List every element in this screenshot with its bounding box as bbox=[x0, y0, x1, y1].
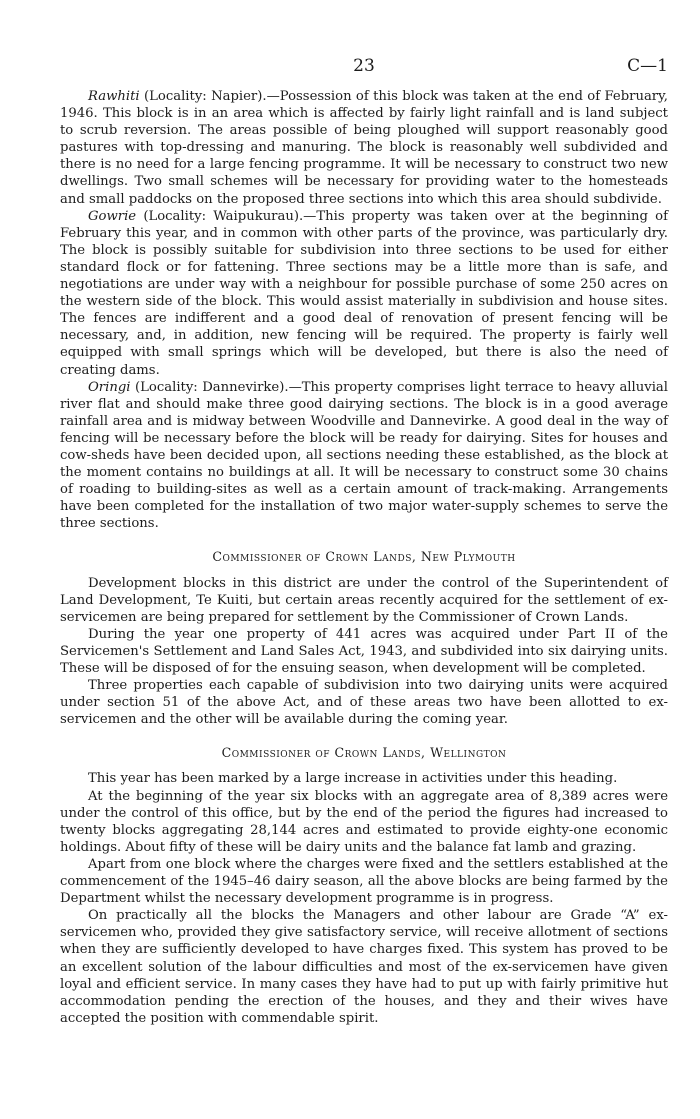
block-name-gowrie: Gowrie bbox=[88, 208, 137, 224]
section-wellington bbox=[60, 744, 668, 1027]
section-blocks bbox=[60, 88, 668, 532]
paragraph: Apart from one block where the charges were fixed and the settlers established at the commencement of the 1945–46 dairy season, all the above blocks are being farmed by the Department whilst the necessary development programme is in progress. bbox=[60, 856, 668, 907]
block-name-rawhiti: Rawhiti bbox=[88, 89, 140, 104]
paragraph-text: (Locality: Dannevirke).—This property comprises light terrace to heavy alluvial river flat and should make three good dairying sections. The block is in a good average rainfall area and is midway between Woodville and Dannevirke. A good deal in the way of fencing will be necessary before the block will be ready for dairying. Sites for houses and cow-sheds have been decided upon, all sections needing these established, as the block at the moment contains no buildings at all. It will be necessary to construct some 30 chains of roading to building-sites as well as a certain amount of track-making. Arrangements have been completed for the installation of two major water-supply schemes to serve the three sections. bbox=[60, 379, 668, 532]
paragraph-oringi bbox=[60, 379, 668, 533]
paragraph: During the year one property of 441 acres was acquired under Part II of the Servicemen's Settlement and Land Sales Act, 1943, and subdivided into six dairying units. These will be disposed of for the ensuing season, when development will be completed. bbox=[60, 626, 668, 676]
page-header bbox=[60, 56, 668, 88]
page-number: 23 bbox=[353, 56, 375, 76]
section-heading-new-plymouth: Commissioner of Crown Lands, New Plymouth bbox=[212, 549, 516, 565]
section-new-plymouth bbox=[60, 548, 668, 728]
paragraph: On practically all the blocks the Managers and other labour are Grade “A” ex-servicemen who, provided they give satisfactory service, will receive allotment of sections when they are sufficiently developed to have charges fixed. This system has proved to be an excellent solution of the labour difficulties and most of the ex-servicemen have given loyal and efficient service. In many cases they have had to put up with fairly primitive hut accommodation pending the erection of the houses, and they and their wives have accepted the position with commendable spirit. bbox=[60, 908, 668, 1026]
section-heading-wellington: Commissioner of Crown Lands, Wellington bbox=[221, 745, 507, 761]
paragraph: At the beginning of the year six blocks with an aggregate area of 8,389 acres were under the control of this office, but by the end of the period the figures had increased to twenty blocks aggregating 28,144 acres and estimated to provide eighty-one economic holdings. About fifty of these will be dairy units and the balance fat lamb and grazing. bbox=[60, 788, 668, 855]
document-reference: C—1 bbox=[627, 56, 668, 76]
paragraph-text: (Locality: Napier).—Possession of this block was taken at the end of February, 1946. This block is in an area which is affected by fairly light rainfall and is land subject to scrub reversion. The areas possible of being ploughed will support reasonably good pastures with top-dressing and manuring. The block is reasonably well subdivided and there is no need for a large fencing programme. It will be necessary to construct two new dwellings. Two small schemes will be necessary for providing water to the homesteads and small paddocks on the proposed three sections into which this area should subdivide. bbox=[60, 89, 668, 207]
paragraph: Development blocks in this district are under the control of the Superintendent of Land Development, Te Kuiti, but certain areas recently acquired for the settlement of ex-servicemen are being prepared for settlement by the Commissioner of Crown Lands. bbox=[60, 575, 668, 625]
paragraph-text: (Locality: Waipukurau).—This property was taken over at the beginning of February this year, and in common with other parts of the province, was particularly dry. The block is possibly suitable for subdivision into three sections to be used for either standard flock or for fattening. Three sections may be a little more than is safe, and negotiations are under way with a neighbour for possible purchase of some 250 acres on the western side of the block. This would assist materially in subdivision and house sites. The fences are indifferent and a good deal of renovation of present fencing will be necessary, and, in addition, new fencing will be required. The property is fairly well equipped with small springs which will be developed, but there is also the need of creating dams. bbox=[60, 208, 668, 378]
paragraph: Three properties each capable of subdivision into two dairying units were acquired under section 51 of the above Act, and of these areas two have been allotted to ex-servicemen and the other will be available during the coming year. bbox=[60, 678, 668, 728]
document-body bbox=[60, 88, 668, 1027]
paragraph: This year has been marked by a large increase in activities under this heading. bbox=[88, 771, 618, 787]
block-name-oringi: Oringi bbox=[88, 379, 131, 395]
paragraph-rawhiti bbox=[60, 88, 668, 208]
paragraph-gowrie bbox=[60, 208, 668, 379]
